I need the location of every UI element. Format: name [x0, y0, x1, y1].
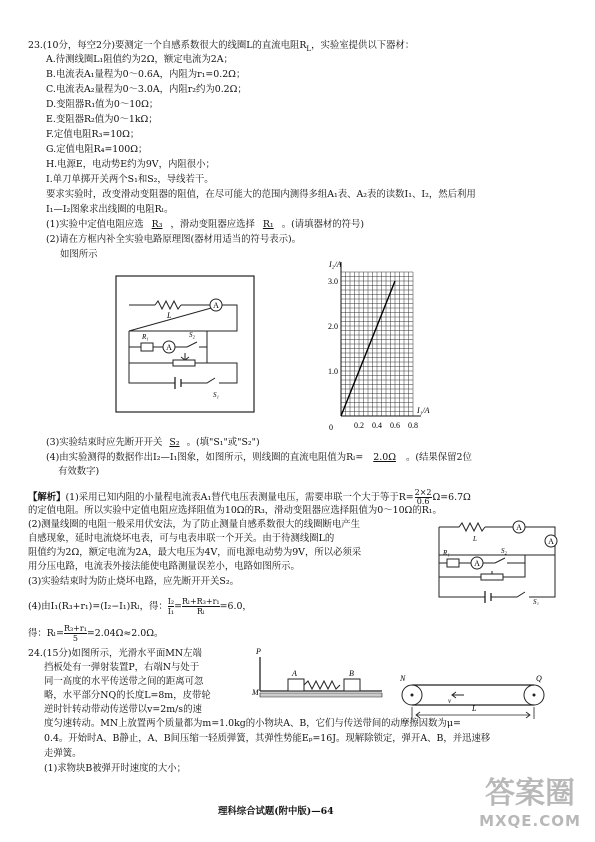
- q24-line: 度匀速转动。MN上放置两个质量都为m=1.0kg的小物块A、B，它们与传送带间的动摩擦因数为μ=: [44, 718, 461, 729]
- x-tick-label: 0.8: [408, 421, 418, 430]
- q24-line: 同一高度的水平传送带之间的距离可忽: [44, 676, 204, 687]
- solution-line: 的定值电阻。所以实验中定值电阻应选择阻值为10Ω的R₃，滑动变阻器应选择阻值为0～10Ω的R₁。: [28, 505, 442, 516]
- block-a: [288, 679, 304, 691]
- q24-line: 逆时针转动带动传送带以v=2m/s的速: [44, 704, 202, 715]
- answer-blank: 2.0Ω: [373, 452, 396, 463]
- as-shown-label: 如图所示: [60, 249, 98, 260]
- solution-line: (2)测量线圈的电阻一般采用伏安法，为了防止测量自感系数很大的线圈断电产生: [28, 519, 361, 530]
- svg-text:A: A: [213, 301, 219, 310]
- solution-line: 用分压电路，电流表外接法能使电路测量误差小，电路如图所示。: [28, 561, 300, 572]
- i2-i1-chart: [315, 258, 435, 433]
- svg-text:L: L: [167, 311, 172, 320]
- x-tick-label: 0.6: [390, 421, 400, 430]
- sub-question-2: (2)请在方框内补全实验电路原理图(器材用适当的符号表示)。: [46, 234, 301, 245]
- material-item: E.变阻器R₂值为0～1kΩ；: [46, 114, 158, 125]
- circuit-diagram: [115, 275, 255, 413]
- solution-line: 【解析】(1)采用已知内阻的小量程电流表A₁替代电压表测量电压，需要串联一个大于等于R= $\frac{2\times 2}{0.6}$ Ω=6.7Ω: [28, 488, 471, 506]
- q24-line: 24.(15分)如图所示，光滑水平面MN左端: [28, 648, 202, 659]
- svg-text:A: A: [548, 537, 554, 546]
- sub-question-1: (1)实验中定值电阻应选 R₃ ，滑动变阻器应选择 R₁ 。(请填器材的符号): [46, 219, 365, 230]
- q24-line: 略，水平部分NQ的长度L=8m，皮带轮: [44, 690, 211, 701]
- x-tick-label: 0.4: [372, 421, 382, 430]
- requirement-text: I₁—I₂图象求出线圈的电阻Rₗ。: [46, 204, 174, 215]
- svg-text:R₁: R₁: [443, 549, 450, 557]
- svg-text:A: A: [292, 669, 297, 678]
- page-footer: 理科综合试题(附中版)—64: [218, 806, 334, 817]
- svg-text:S₁: S₁: [533, 598, 539, 605]
- q24-line: 走弹簧。: [44, 748, 82, 759]
- svg-text:N: N: [400, 674, 406, 683]
- solution-line: 得：Rₗ= $\frac{\text{R₃+r₁}}{5}$ =2.04Ω≈2.0Ω。: [28, 624, 164, 643]
- svg-text:L: L: [472, 704, 477, 713]
- x-axis-label: I₁/A: [417, 406, 430, 415]
- material-item: C.电流表A₂量程为0～3.0A，内阻r₂约为0.2Ω；: [46, 84, 247, 95]
- answer-blank: S₂: [169, 437, 180, 448]
- svg-text:Q: Q: [536, 674, 542, 683]
- solution-circuit-diagram: [425, 513, 567, 605]
- y-tick-label: 2.0: [328, 322, 338, 331]
- material-item: G.定值电阻R₄=100Ω；: [46, 144, 148, 155]
- svg-text:A: A: [166, 343, 172, 352]
- requirement-text: 要求实验时，改变滑动变阻器的阻值，在尽可能大的范围内测得多组A₁表、A₂表的读数I₁、I₂，然后利用: [46, 189, 476, 200]
- q24-line: 0.4。开始时A、B静止，A、B间压缩一轻质弹簧，其弹性势能Eₚ=16J。现解除锁定，弹开A、B，并迅速移: [44, 733, 491, 744]
- svg-text:B: B: [349, 669, 354, 678]
- material-item: A.待测线圈L₁阻值约为2Ω，额定电流为2A；: [46, 54, 233, 65]
- conveyor-figure: [252, 643, 562, 723]
- svg-text:P: P: [256, 647, 261, 656]
- svg-text:A: A: [474, 559, 480, 568]
- y-tick-label: 3.0: [328, 277, 338, 286]
- q24-line: 挡板处有一弹射装置P，右端N与处于: [44, 662, 200, 673]
- solution-line: (3)实验结束时为防止烧坏电路，应先断开开关S₂。: [28, 576, 239, 587]
- q23-heading: 23.(10分，每空2分)要测定一个自感系数很大的线圈L的直流电阻$R_L$，实验室提供以下器材：: [28, 40, 415, 53]
- svg-text:S₂: S₂: [189, 331, 195, 339]
- solution-tag: 【解析】: [28, 492, 66, 503]
- svg-text:v: v: [448, 697, 452, 705]
- sub-question-3: (3)实验结束时应先断开开关 S₂ 。(填"S₁"或"S₂"): [46, 437, 260, 448]
- solution-line: (4)由I₁(R₃+r₁)=(I₂−I₁)Rₗ，得： $\frac{\text{I₂}}{\text{I₁}}$ = $\frac{\text{Rₗ+R₃+r₁}}{\text{Rₗ}}$ =6.0，: [28, 597, 252, 616]
- y-axis-label: I₂/A: [329, 260, 342, 269]
- chart-grid: [341, 272, 413, 416]
- sub-question-4: (4)由实验测得的数据作出I₂—I₁图象，如图所示，则线圈的直流电阻值为Rₗ= 2.0Ω 。(结果保留2位: [46, 452, 472, 463]
- q24-line: (1)求物块B被弹开时速度的大小；: [44, 763, 187, 774]
- watermark-logo: 答案圈 MXQE.COM: [479, 776, 581, 830]
- svg-text:M: M: [252, 688, 259, 697]
- material-item: B.电流表A₁量程为0～0.6A，内阻为r₁=0.2Ω；: [46, 69, 246, 80]
- svg-text:L: L: [473, 535, 477, 543]
- sub-question-4-cont: 有效数字): [58, 466, 100, 477]
- y-tick-label: 1.0: [328, 367, 338, 376]
- svg-text:A: A: [516, 523, 522, 532]
- answer-blank: R₃: [151, 219, 163, 230]
- material-item: F.定值电阻R₃=10Ω；: [46, 129, 140, 140]
- svg-text:S₁: S₁: [213, 391, 219, 399]
- solution-line: 阻值约为2Ω，额定电流为2A，最大电压为4V，而电源电动势为9V，所以必须采: [28, 547, 362, 558]
- material-item: H.电源E，电动势E约为9V，内阻很小；: [46, 159, 215, 170]
- origin-label: 0: [329, 423, 333, 432]
- block-b: [344, 679, 360, 691]
- material-item: I.单刀单掷开关两个S₁和S₂，导线若干。: [46, 174, 214, 185]
- solution-line: 自感现象，延时电流烧坏电表，可与电表串联一个开关。由于待测线圈L的: [28, 533, 335, 544]
- material-item: D.变阻器R₁值为0～10Ω；: [46, 99, 159, 110]
- x-tick-label: 0.2: [354, 421, 364, 430]
- svg-text:S₂: S₂: [501, 547, 507, 555]
- answer-blank: R₁: [262, 219, 274, 230]
- svg-text:R₁: R₁: [142, 333, 149, 341]
